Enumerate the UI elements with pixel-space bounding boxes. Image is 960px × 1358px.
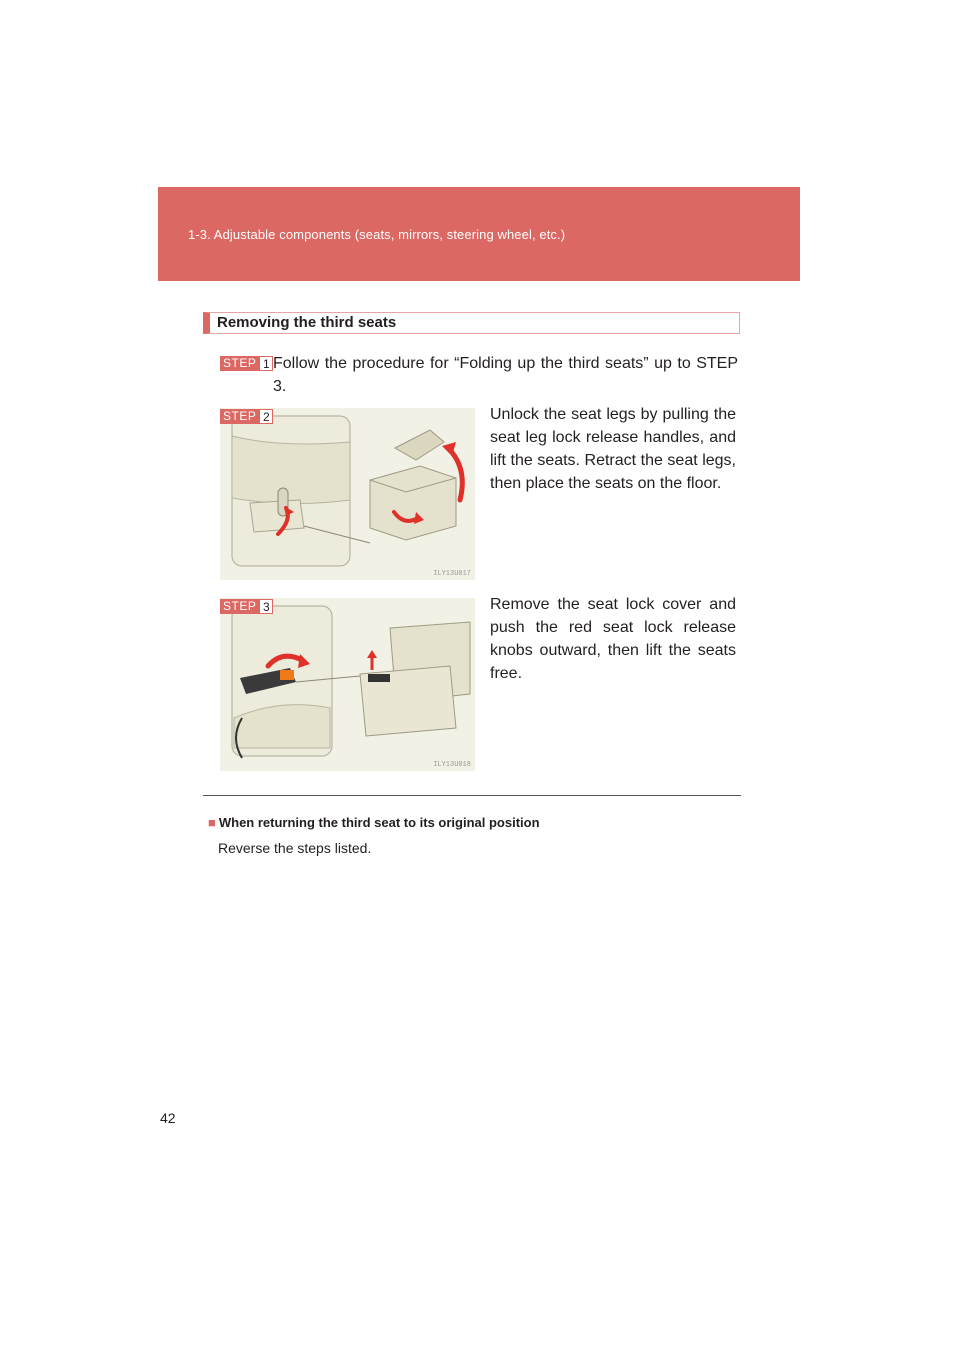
note-body: Reverse the steps listed. xyxy=(218,840,372,856)
step-number: 2 xyxy=(259,409,273,424)
step-label: STEP xyxy=(220,356,259,371)
chapter-path: 1-3. Adjustable components (seats, mirrors, steering wheel, etc.) xyxy=(188,227,566,242)
step-badge-2 xyxy=(220,409,273,424)
step-number: 1 xyxy=(259,356,273,371)
step-badge-1 xyxy=(220,356,273,371)
page-number: 42 xyxy=(160,1110,176,1126)
step-2-text: Unlock the seat legs by pulling the seat leg lock release handles, and lift the seats. Retract the seat legs, then place the seats on the floor. xyxy=(490,406,736,492)
step-label: STEP xyxy=(220,599,259,614)
step-3-text: Remove the seat lock cover and push the red seat lock release knobs outward, then lift the seats free. xyxy=(490,596,736,682)
image-code: ILY13U017 xyxy=(433,570,471,578)
step-badge-3 xyxy=(220,599,273,614)
note-heading xyxy=(208,815,540,830)
section-title: Removing the third seats xyxy=(217,314,397,331)
step-3-illustration xyxy=(220,598,475,771)
square-bullet-icon: ■ xyxy=(208,815,216,830)
chapter-header xyxy=(158,187,800,281)
step-number: 3 xyxy=(259,599,273,614)
step-label: STEP xyxy=(220,409,259,424)
section-title-bar xyxy=(203,312,740,334)
note-heading-text: When returning the third seat to its original position xyxy=(218,815,540,830)
image-code: ILY13U018 xyxy=(433,761,471,769)
step-1-text: Follow the procedure for “Folding up the third seats” up to STEP 3. xyxy=(273,355,738,395)
step-2-illustration xyxy=(220,408,475,580)
divider xyxy=(203,795,741,796)
